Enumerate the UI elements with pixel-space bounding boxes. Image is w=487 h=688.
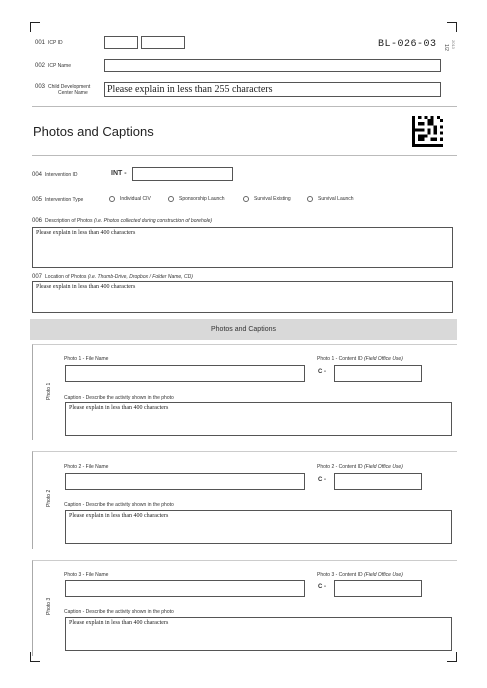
photo-3-content-field[interactable] bbox=[334, 580, 422, 597]
radio-survival-launch[interactable]: Survival Launch bbox=[307, 196, 354, 202]
photo-2-content-label: Photo 2 - Content ID (Field Office Use) bbox=[317, 464, 403, 470]
radio-circle bbox=[109, 196, 115, 202]
radio-circle bbox=[168, 196, 174, 202]
photo-2-caption-placeholder: Please explain in less than 400 characters bbox=[69, 513, 169, 519]
radio-individual-civ[interactable]: Individual CIV bbox=[109, 196, 151, 202]
description-placeholder: Please explain in less than 400 characters bbox=[36, 230, 136, 236]
page-indicator: 1/2 bbox=[443, 44, 449, 51]
photo-1-content-prefix: C - bbox=[318, 369, 326, 375]
photo-2-caption-field[interactable] bbox=[65, 510, 452, 544]
description-label: 006 Description of Photos (i.e. Photos collected during construction of borehole) bbox=[32, 218, 213, 224]
photo-1-caption-label: Caption - Describe the activity shown in the photo bbox=[64, 395, 174, 401]
icp-id-label: 001 ICP ID bbox=[35, 40, 63, 46]
photos-header-bar bbox=[30, 319, 457, 340]
form-code: BL-026-03 bbox=[378, 39, 437, 50]
intervention-id-label: 004 Intervention ID bbox=[32, 172, 78, 178]
section-title: Photos and Captions bbox=[33, 124, 154, 139]
radio-sponsorship-launch[interactable]: Sponsorship Launch bbox=[168, 196, 225, 202]
photo-1-content-label: Photo 1 - Content ID (Field Office Use) bbox=[317, 356, 403, 362]
photo-2-side-label: Photo 2 bbox=[46, 489, 52, 507]
cdc-name-label: 003 Child Development Center Name bbox=[35, 84, 91, 96]
intervention-id-prefix: INT - bbox=[111, 170, 127, 177]
crop-mark-top-right bbox=[447, 22, 457, 32]
radio-circle bbox=[243, 196, 249, 202]
location-placeholder: Please explain in less than 400 characters bbox=[36, 284, 136, 290]
icp-id-field-1[interactable] bbox=[104, 36, 138, 49]
datamatrix-barcode bbox=[412, 116, 443, 147]
photo-1-side-label: Photo 1 bbox=[46, 382, 52, 400]
cdc-name-placeholder: Please explain in less than 255 characters bbox=[107, 84, 273, 95]
divider-title bbox=[32, 155, 457, 156]
crop-mark-top-left bbox=[30, 22, 40, 32]
intervention-id-field[interactable] bbox=[132, 167, 233, 181]
cdc-name-field[interactable] bbox=[104, 82, 441, 97]
photo-3-file-field[interactable] bbox=[65, 580, 305, 597]
photo-3-content-label: Photo 3 - Content ID (Field Office Use) bbox=[317, 572, 403, 578]
photo-3-caption-label: Caption - Describe the activity shown in the photo bbox=[64, 609, 174, 615]
photo-2-content-prefix: C - bbox=[318, 477, 326, 483]
photo-3-caption-placeholder: Please explain in less than 400 characters bbox=[69, 620, 169, 626]
divider-top bbox=[32, 106, 457, 107]
icp-name-field[interactable] bbox=[104, 59, 441, 72]
photo-3-file-label: Photo 3 - File Name bbox=[64, 572, 109, 578]
photo-2-caption-label: Caption - Describe the activity shown in the photo bbox=[64, 502, 174, 508]
icp-id-field-2[interactable] bbox=[141, 36, 185, 49]
version-mark: 2013 bbox=[451, 40, 456, 49]
photo-3-side-label: Photo 3 bbox=[46, 597, 52, 615]
photo-3-content-prefix: C - bbox=[318, 584, 326, 590]
radio-circle bbox=[307, 196, 313, 202]
location-label: 007 Location of Photos (i.e. Thumb-Drive, Dropbox / Folder Name, CD) bbox=[32, 274, 193, 280]
photo-1-caption-placeholder: Please explain in less than 400 characters bbox=[69, 405, 169, 411]
photo-1-caption-field[interactable] bbox=[65, 402, 452, 436]
photo-3-caption-field[interactable] bbox=[65, 617, 452, 651]
photos-header-title: Photos and Captions bbox=[211, 326, 276, 333]
photo-1-file-label: Photo 1 - File Name bbox=[64, 356, 109, 362]
icp-name-label: 002 ICP Name bbox=[35, 63, 71, 69]
intervention-type-label: 005 Intervention Type bbox=[32, 197, 84, 203]
photo-2-file-label: Photo 2 - File Name bbox=[64, 464, 109, 470]
photo-1-file-field[interactable] bbox=[65, 365, 305, 382]
location-field[interactable] bbox=[32, 281, 453, 313]
description-field[interactable] bbox=[32, 227, 453, 268]
photo-2-file-field[interactable] bbox=[65, 473, 305, 490]
radio-survival-existing[interactable]: Survival Existing bbox=[243, 196, 291, 202]
photo-2-content-field[interactable] bbox=[334, 473, 422, 490]
photo-1-content-field[interactable] bbox=[334, 365, 422, 382]
